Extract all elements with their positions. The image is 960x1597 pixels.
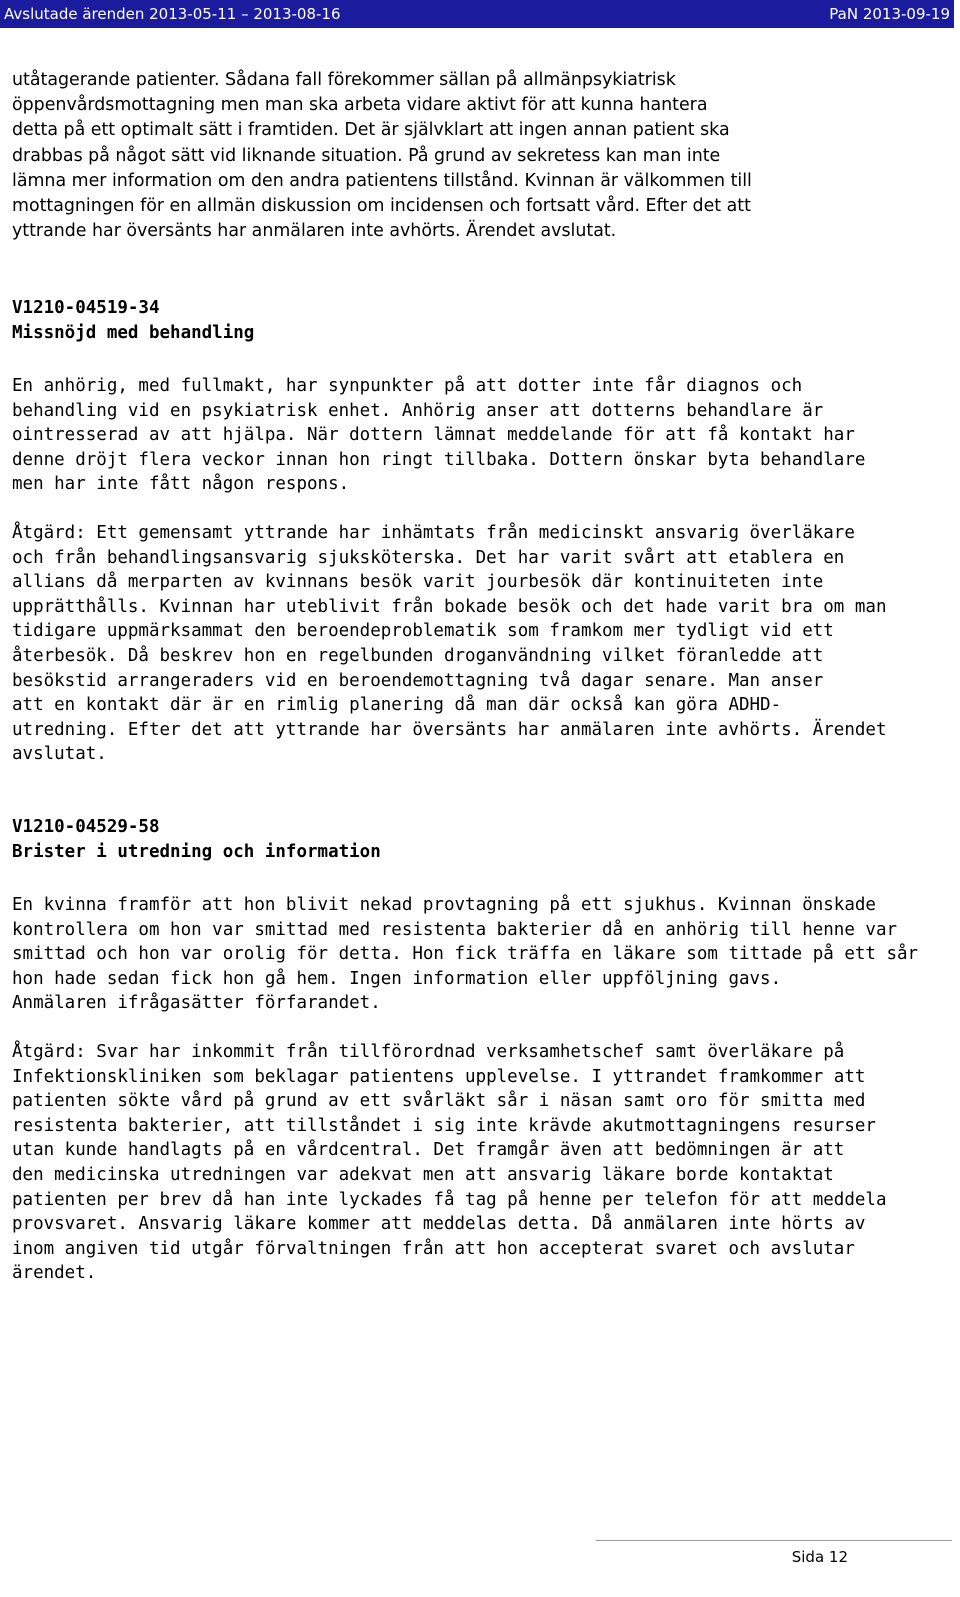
case-complaint: En kvinna framför att hon blivit nekad provtagning på ett sjukhus. Kvinnan önskade kontrollera om hon var smittad med resistenta bakterier då en anhörig till henne var smittad och hon var orolig för detta. Hon fick träffa en läkare som tittade på ett sår hon hade sedan fick hon gå hem. Ingen information eller uppföljning gavs. Anmälaren ifrågasätter förfarandet. xyxy=(12,895,919,1014)
case-complaint: En anhörig, med fullmakt, har synpunkter på att dotter inte får diagnos och behandling vid en psykiatrisk enhet. Anhörig anser att dotterns behandlare är ointresserad av att hjälpa. När dottern lämnat meddelande för att få kontakt har denne dröjt flera veckor innan hon ringt tillbaka. Dottern önskar byta behandlare men har inte fått någon respons. xyxy=(12,376,866,495)
footer-divider xyxy=(596,1540,952,1541)
page-header xyxy=(0,0,954,28)
case-action: Åtgärd: Ett gemensamt yttrande har inhämtats från medicinskt ansvarig överläkare och från behandlingsansvarig sjuksköterska. Det har varit svårt att etablera en allians då merparten av kvinnans besök varit jourbesök där kontinuiteten inte upprätthålls. Kvinnan har uteblivit från bokade besök och det hade varit bra om man tidigare uppmärksammat den beroendeproblematik som framkom mer tydligt vid ett återbesök. Då beskrev hon en regelbunden droganvändning vilket föranledde att besökstid arrangeraders vid en beroendemottagning två dagar senare. Man anser att en kontakt där är en rimlig planering då man där också kan göra ADHD- utredning. Efter det att yttrande har översänts har anmälaren inte avhörts. Ärendet avslutat. xyxy=(12,522,887,765)
case-section xyxy=(12,296,942,767)
case-title: Brister i utredning och information xyxy=(12,842,381,862)
case-id: V1210-04519-34 xyxy=(12,298,160,318)
page-number: Sida 12 xyxy=(791,1548,848,1566)
header-date: PaN 2013-09-19 xyxy=(829,5,950,23)
intro-paragraph: utåtagerande patienter. Sådana fall förekommer sällan på allmänpsykiatrisk öppenvårdsmottagning men man ska arbeta vidare aktivt för att kunna hantera detta på ett optimalt sätt i framtiden. Det är självklart att ingen annan patient ska drabbas på något sätt vid liknande situation. På grund av sekretess kan man inte lämna mer information om den andra patientens tillstånd. Kvinnan är välkommen till mottagningen för en allmän diskussion om incidensen och fortsatt vård. Efter det att yttrande har översänts har anmälaren inte avhörts. Ärendet avslutat. xyxy=(12,70,752,242)
header-title: Avslutade ärenden 2013-05-11 – 2013-08-16 xyxy=(4,5,341,23)
case-section xyxy=(12,815,942,1286)
case-title: Missnöjd med behandling xyxy=(12,323,255,343)
case-action: Åtgärd: Svar har inkommit från tillförordnad verksamhetschef samt överläkare på Infektionskliniken som beklagar patientens upplevelse. I yttrandet framkommer att patienten sökte vård på grund av ett svårläkt sår i näsan samt oro för smitta med resistenta bakterier, att tillståndet i sig inte krävde akutmottagningens resurser utan kunde handlagts på en vårdcentral. Det framgår även att bedömningen är att den medicinska utredningen var adekvat men att ansvarig läkare borde kontaktat patienten per brev då han inte lyckades få tag på henne per telefon för att meddela provsvaret. Ansvarig läkare kommer att meddelas detta. Då anmälaren inte hörts av inom angiven tid utgår förvaltningen från att hon accepterat svaret och avslutar ärendet. xyxy=(12,1041,887,1284)
case-id: V1210-04529-58 xyxy=(12,817,160,837)
